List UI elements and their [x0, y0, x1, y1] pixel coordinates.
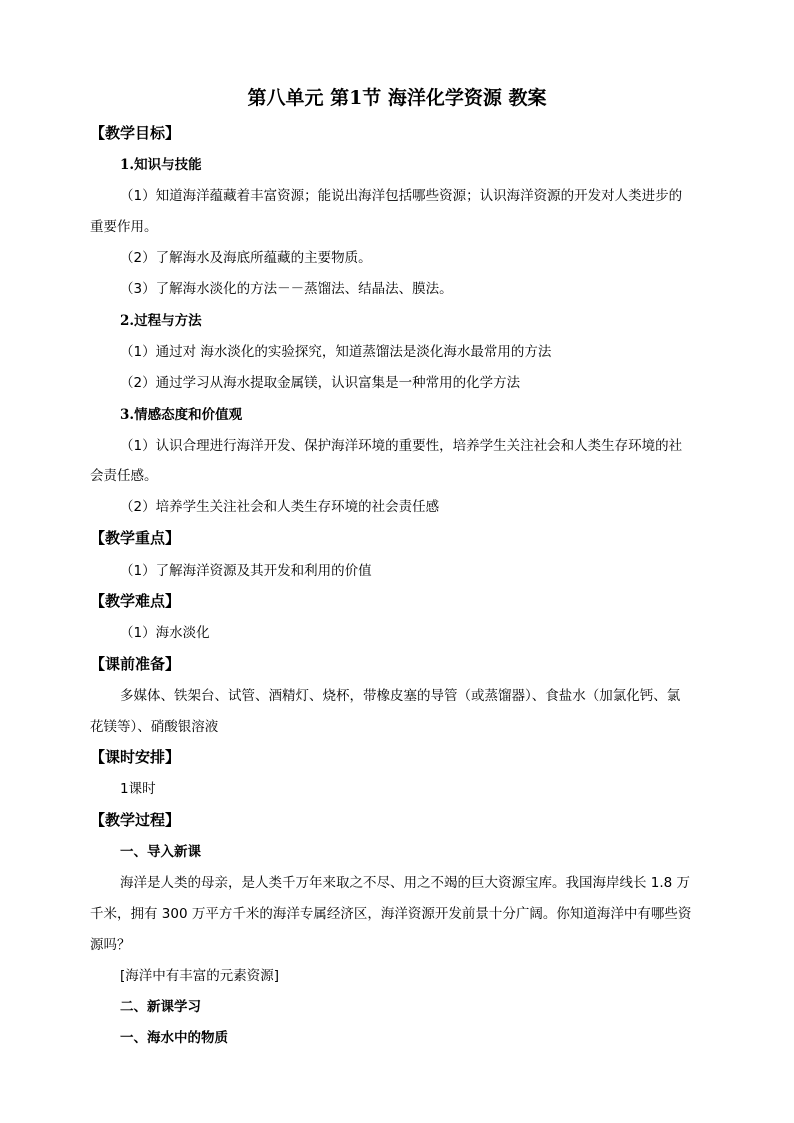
key-point-item-1: （1）了解海洋资源及其开发和利用的价值	[120, 563, 372, 579]
preparation-line-1: 多媒体、铁架台、试管、酒精灯、烧杯，带橡皮塞的导管（或蒸馏器）、食盐水（加氯化钙、氯	[120, 688, 681, 704]
subheading-seawater-substances: 一、海水中的物质	[120, 1030, 228, 1046]
section-heading-preparation: 【课前准备】	[90, 655, 181, 673]
section-heading-difficulties: 【教学难点】	[90, 592, 181, 610]
intro-paragraph-line-1: 海洋是人类的母亲，是人类千万年来取之不尽、用之不竭的巨大资源宝库。我国海岸线长 1.8 万	[120, 875, 691, 891]
schedule-item-1: 1课时	[120, 781, 156, 797]
preparation-line-2: 花镁等）、硝酸银溶液	[90, 719, 219, 735]
subheading-process: 2.过程与方法	[120, 313, 202, 329]
emotion-item-1-line-1: （1）认识合理进行海洋开发、保护海洋环境的重要性，培养学生关注社会和人类生存环境的社	[120, 438, 683, 454]
section-heading-key-points: 【教学重点】	[90, 529, 181, 547]
knowledge-item-1-line-2: 重要作用。	[90, 219, 158, 235]
subheading-new-lesson: 二、新课学习	[120, 999, 201, 1015]
knowledge-item-1-line-1: （1）知道海洋蕴藏着丰富资源；能说出海洋包括哪些资源；认识海洋资源的开发对人类进步的	[120, 188, 683, 204]
intro-paragraph-line-2: 千米，拥有 300 万平方千米的海洋专属经济区，海洋资源开发前景十分广阔。你知道海洋中有哪些资	[90, 906, 692, 922]
section-heading-schedule: 【课时安排】	[90, 748, 181, 766]
knowledge-item-2: （2）了解海水及海底所蕴藏的主要物质。	[120, 250, 372, 266]
subheading-introduction: 一、导入新课	[120, 844, 201, 860]
process-item-1: （1）通过对 海水淡化的实验探究，知道蒸馏法是淡化海水最常用的方法	[120, 344, 552, 360]
emotion-item-2: （2）培养学生关注社会和人类生存环境的社会责任感	[120, 499, 440, 515]
document-title: 第八单元 第1节 海洋化学资源 教案	[247, 87, 547, 109]
difficulty-item-1: （1）海水淡化	[120, 625, 210, 641]
intro-note: [海洋中有丰富的元素资源]	[120, 968, 280, 984]
emotion-item-1-line-2: 会责任感。	[90, 468, 158, 484]
section-heading-teaching-process: 【教学过程】	[90, 811, 181, 829]
intro-paragraph-line-3: 源吗？	[90, 937, 131, 953]
process-item-2: （2）通过学习从海水提取金属镁，认识富集是一种常用的化学方法	[120, 375, 521, 391]
subheading-knowledge: 1.知识与技能	[120, 157, 202, 173]
section-heading-objectives: 【教学目标】	[90, 124, 181, 142]
knowledge-item-3: （3）了解海水淡化的方法－－蒸馏法、结晶法、膜法。	[120, 281, 453, 297]
subheading-emotion: 3.情感态度和价值观	[120, 407, 243, 423]
